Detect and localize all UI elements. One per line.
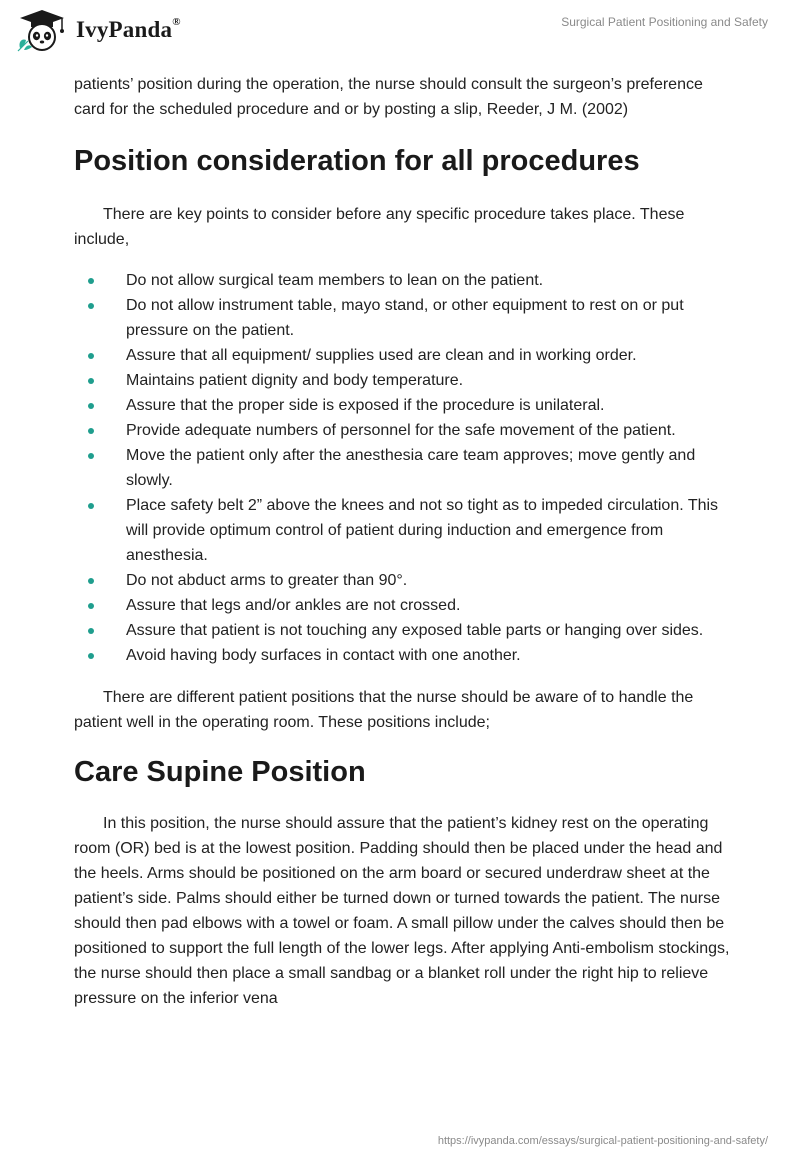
list-item: Assure that legs and/or ankles are not crossed. (74, 593, 734, 618)
intro-paragraph: patients’ position during the operation, the nurse should consult the surgeon’s preference card for the scheduled procedure and or by posting a slip, Reeder, J M. (2002) (74, 76, 703, 118)
ivypanda-logo[interactable] (14, 8, 181, 52)
bullet-icon (88, 378, 94, 384)
list-item: Maintains patient dignity and body temperature. (74, 368, 734, 393)
article-body (74, 72, 734, 1011)
bullet-icon (88, 503, 94, 509)
list-item: Do not abduct arms to greater than 90°. (74, 568, 734, 593)
heading-care-supine-position: Care Supine Position (74, 756, 366, 788)
bullet-icon (88, 578, 94, 584)
heading-position-consideration: Position consideration for all procedures (74, 145, 640, 177)
page-header (0, 0, 800, 64)
list-item: Provide adequate numbers of personnel for the safe movement of the patient. (74, 418, 734, 443)
list-item: Move the patient only after the anesthesia care team approves; move gently and slowly. (74, 443, 734, 493)
list-item: Assure that the proper side is exposed if the procedure is unilateral. (74, 393, 734, 418)
bullet-icon (88, 278, 94, 284)
list-item: Place safety belt 2” above the knees and not so tight as to impeded circulation. This will provide optimum control of patient during induction and emergence from anesthesia. (74, 493, 734, 568)
key-points-list (74, 268, 734, 668)
bullet-icon (88, 653, 94, 659)
bullet-icon (88, 603, 94, 609)
list-item: Assure that patient is not touching any exposed table parts or hanging over sides. (74, 618, 734, 643)
bullet-icon (88, 303, 94, 309)
list-item: Do not allow surgical team members to lean on the patient. (74, 268, 734, 293)
positions-paragraph: There are different patient positions that the nurse should be aware of to handle the patient well in the operating room. These positions include; (74, 689, 694, 731)
supine-paragraph: In this position, the nurse should assure that the patient’s kidney rest on the operating room (OR) bed is at the lowest position. Padding should then be placed under the head and the heels. Arms should be positioned on the arm board or secured underdraw sheet at the patient’s side. Palms should either be turned down or turned towards the patient. The nurse should then pad elbows with a towel or foam. A small pillow under the calves should then be positioned to support the full length of the lower legs. After applying Anti-embolism stockings, the nurse should then place a small sandbag or a blanket roll under the right hip to relieve pressure on the inferior vena (74, 815, 730, 1007)
document-title: Surgical Patient Positioning and Safety (561, 15, 768, 29)
bullet-icon (88, 453, 94, 459)
bullet-icon (88, 628, 94, 634)
bullet-icon (88, 428, 94, 434)
bullet-icon (88, 353, 94, 359)
bullet-icon (88, 403, 94, 409)
panda-graduate-icon (14, 8, 70, 52)
list-item: Avoid having body surfaces in contact with one another. (74, 643, 734, 668)
brand-name: IvyPanda® (76, 16, 181, 42)
key-points-paragraph: There are key points to consider before any specific procedure takes place. These include, (74, 206, 685, 248)
source-url-link[interactable]: https://ivypanda.com/essays/surgical-patient-positioning-and-safety/ (437, 1135, 768, 1147)
list-item: Do not allow instrument table, mayo stand, or other equipment to rest on or put pressure on the patient. (74, 293, 734, 343)
list-item: Assure that all equipment/ supplies used are clean and in working order. (74, 343, 734, 368)
